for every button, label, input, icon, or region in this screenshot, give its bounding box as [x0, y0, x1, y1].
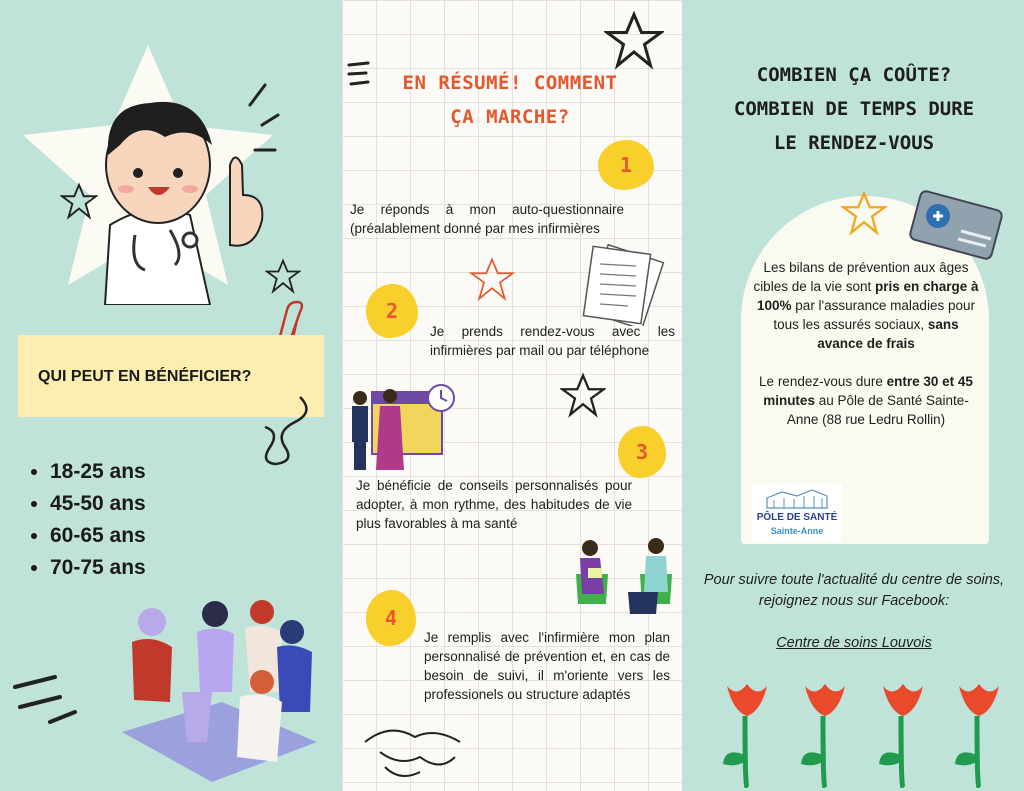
title-line: COMBIEN DE TEMPS DURE	[733, 98, 975, 120]
star-doodle-icon	[840, 190, 888, 236]
step-text: Je réponds à mon auto-questionnaire (préalablement donné par mes infirmières	[350, 202, 624, 236]
how-it-works-title	[360, 66, 660, 134]
duration-text: au Pôle de Santé Sainte-Anne (88 rue Ledru Rollin)	[786, 393, 969, 427]
step-text: Je prends rendez-vous avec les infirmières par mail ou par téléphone	[430, 324, 675, 358]
title-line: COMBIEN ÇA COÛTE?	[756, 64, 952, 86]
cost-text: par l'assurance maladies pour tous les assurés sociaux,	[773, 298, 975, 332]
cost-highlight: sans avance de frais	[817, 317, 959, 351]
duration-highlight: entre 30 et 45 minutes	[763, 374, 973, 408]
tulip-icon	[879, 684, 923, 788]
title-line: EN RÉSUMÉ! COMMENT	[402, 72, 618, 94]
step-text: Je bénéficie de conseils personnalisés pour adopter, à mon rythme, des habitudes de vie plus favorables à ma santé	[356, 478, 632, 531]
step-text: Je remplis avec l'infirmière mon plan personnalisé de prévention et, en cas de besoin de suivi, il m'oriente vers les professionels ou structure adaptés	[424, 630, 670, 702]
tulip-icon	[955, 684, 999, 788]
dash-doodle-icon	[10, 672, 80, 732]
step-number-badge: 3	[618, 426, 666, 478]
squiggle-doodle-icon	[255, 392, 320, 472]
step-number-badge: 4	[366, 590, 416, 646]
pole-sante-logo	[752, 484, 842, 542]
cost-info	[750, 258, 982, 429]
consultation-illustration	[568, 534, 680, 626]
title-line: ÇA MARCHE?	[450, 106, 570, 128]
star-doodle-icon	[60, 182, 98, 220]
logo-text: PÔLE DE SANTÉ	[756, 512, 838, 523]
star-doodle-icon	[604, 10, 664, 70]
appointment-calendar-illustration	[346, 380, 458, 474]
age-item: • 60-65 ans	[50, 524, 146, 548]
logo-subtext: Sainte-Anne	[770, 526, 824, 536]
age-item: • 70-75 ans	[50, 556, 146, 580]
tulips-illustration	[715, 676, 1015, 788]
questionnaire-papers-icon	[578, 244, 670, 326]
duration-text: Le rendez-vous dure	[759, 374, 887, 389]
tulip-icon	[801, 684, 845, 788]
health-insurance-card-icon	[906, 186, 1006, 266]
age-list	[30, 460, 146, 588]
age-item: • 45-50 ans	[50, 492, 146, 516]
step-number-badge: 1	[598, 140, 654, 190]
step-number-badge: 2	[366, 284, 418, 338]
handshake-illustration	[360, 712, 464, 786]
facebook-invite-text: Pour suivre toute l'actualité du centre de soins, rejoignez nous sur Facebook:	[703, 572, 1005, 609]
building-icon	[762, 486, 832, 512]
star-doodle-icon	[265, 258, 301, 294]
title-line: LE RENDEZ-VOUS	[773, 132, 935, 154]
who-can-benefit-title: QUI PEUT EN BÉNÉFICIER?	[38, 368, 252, 385]
cost-duration-title	[692, 58, 1016, 160]
cost-text: Les bilans de prévention aux âges cibles de la vie sont	[753, 260, 969, 294]
tulip-icon	[723, 684, 767, 788]
age-item: • 18-25 ans	[50, 460, 146, 484]
star-doodle-icon	[560, 372, 606, 418]
facebook-page-link[interactable]: Centre de soins Louvois	[776, 635, 932, 651]
star-doodle-icon	[468, 256, 516, 302]
nurse-illustration	[90, 65, 280, 305]
cost-highlight: pris en charge à 100%	[757, 279, 979, 313]
group-discussion-illustration	[112, 592, 322, 782]
